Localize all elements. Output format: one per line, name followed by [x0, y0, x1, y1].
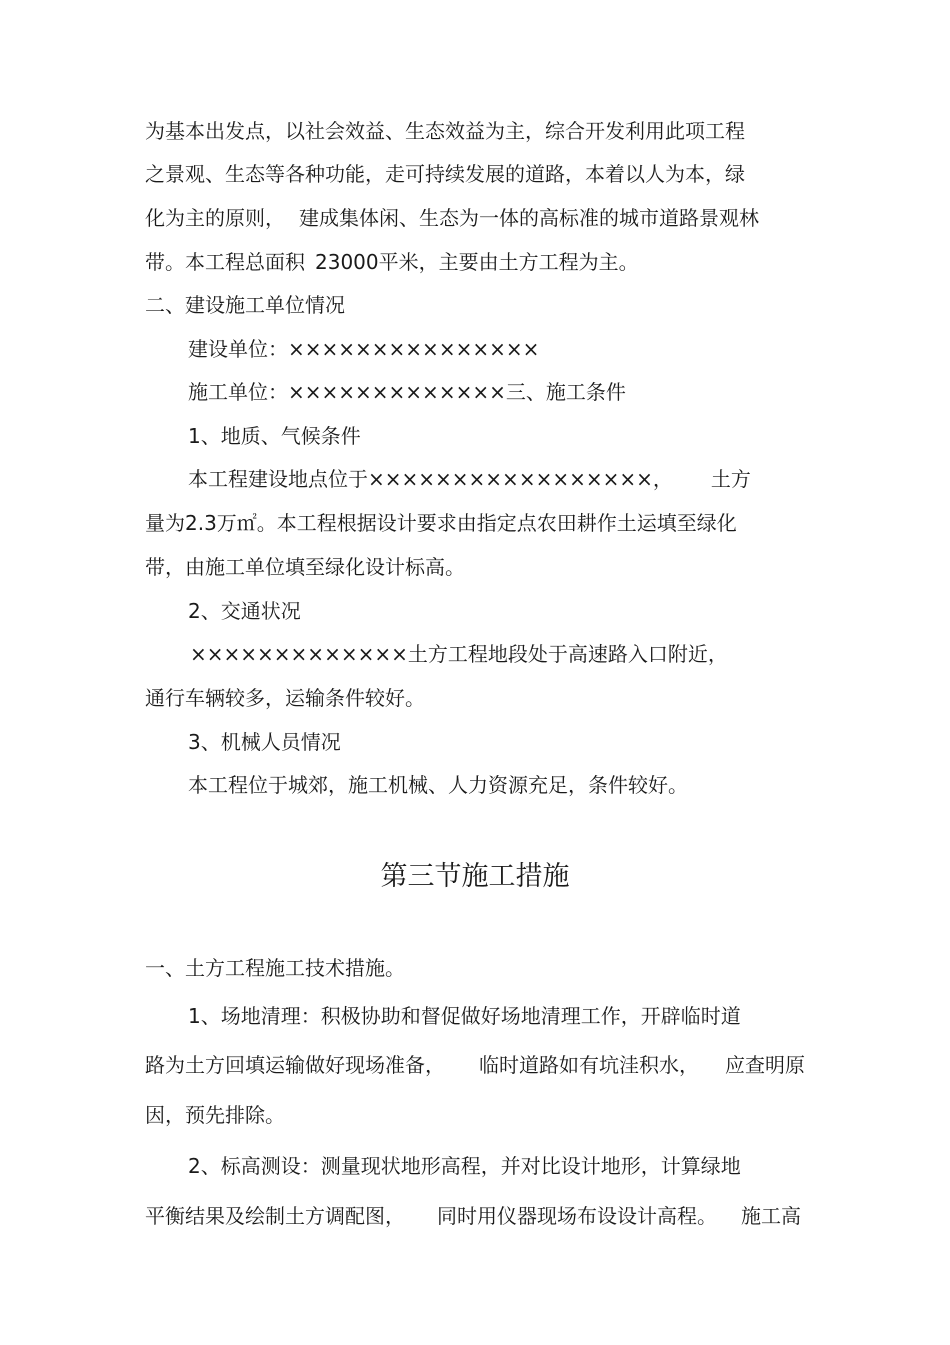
paragraph-line: 1、场地清理：积极协助和督促做好场地清理工作，开辟临时道: [188, 1004, 741, 1028]
text-segment: 化为主的原则，: [145, 206, 285, 230]
paragraph-line: 通行车辆较多，运输条件较好。: [145, 686, 425, 710]
subsection-title: 3、机械人员情况: [188, 730, 341, 754]
paragraph-line: 为基本出发点，以社会效益、生态效益为主，综合开发利用此项工程: [145, 119, 745, 143]
text-segment: 带。本工程总面积: [145, 250, 305, 274]
paragraph-line: [188, 465, 751, 493]
paragraph-line: 之景观、生态等各种功能，走可持续发展的道路，本着以人为本，绿: [145, 162, 745, 186]
section-title: 第三节施工措施: [380, 861, 570, 892]
text-segment: 同时用仪器现场布设设计高程。: [437, 1204, 717, 1228]
contractor-line: 施工单位：×××××××××××××三、施工条件: [188, 380, 626, 404]
section-heading: 一、土方工程施工技术措施。: [145, 956, 405, 980]
paragraph-line: 2、标高测设：测量现状地形高程，并对比设计地形，计算绿地: [188, 1154, 741, 1178]
paragraph-line: 带，由施工单位填至绿化设计标高。: [145, 555, 465, 579]
text-segment: 土方: [710, 467, 751, 491]
text-segment: 应查明原: [725, 1053, 805, 1077]
text-segment: 临时道路如有坑洼积水，: [479, 1053, 699, 1077]
paragraph-line: 因，预先排除。: [145, 1103, 285, 1127]
text-segment: 23000平米，主要由土方工程为主。: [315, 250, 639, 274]
builder-line: 建设单位：×××××××××××××××: [188, 337, 540, 361]
subsection-title: 1、地质、气候条件: [188, 424, 361, 448]
text-segment: 建成集体闲、生态为一体的高标准的城市道路景观林: [299, 206, 759, 230]
text-segment: 施工高: [741, 1204, 801, 1228]
subsection-title: 2、交通状况: [188, 599, 301, 623]
paragraph-line: ×××××××××××××土方工程地段处于高速路入口附近，: [190, 642, 728, 666]
paragraph-line: 量为2.3万㎡。本工程根据设计要求由指定点农田耕作土运填至绿化: [145, 511, 737, 535]
text-segment: 平衡结果及绘制土方调配图，: [145, 1204, 405, 1228]
text-segment: 本工程建设地点位于×××××××××××××××××，: [188, 467, 673, 491]
section-heading: 二、建设施工单位情况: [145, 293, 345, 317]
paragraph-line: 本工程位于城郊，施工机械、人力资源充足，条件较好。: [188, 773, 688, 797]
paragraph-line: [145, 248, 639, 276]
paragraph-line: [145, 1051, 805, 1079]
text-segment: 路为土方回填运输做好现场准备，: [145, 1053, 445, 1077]
paragraph-line: [145, 1202, 801, 1230]
paragraph-line: [145, 204, 759, 232]
